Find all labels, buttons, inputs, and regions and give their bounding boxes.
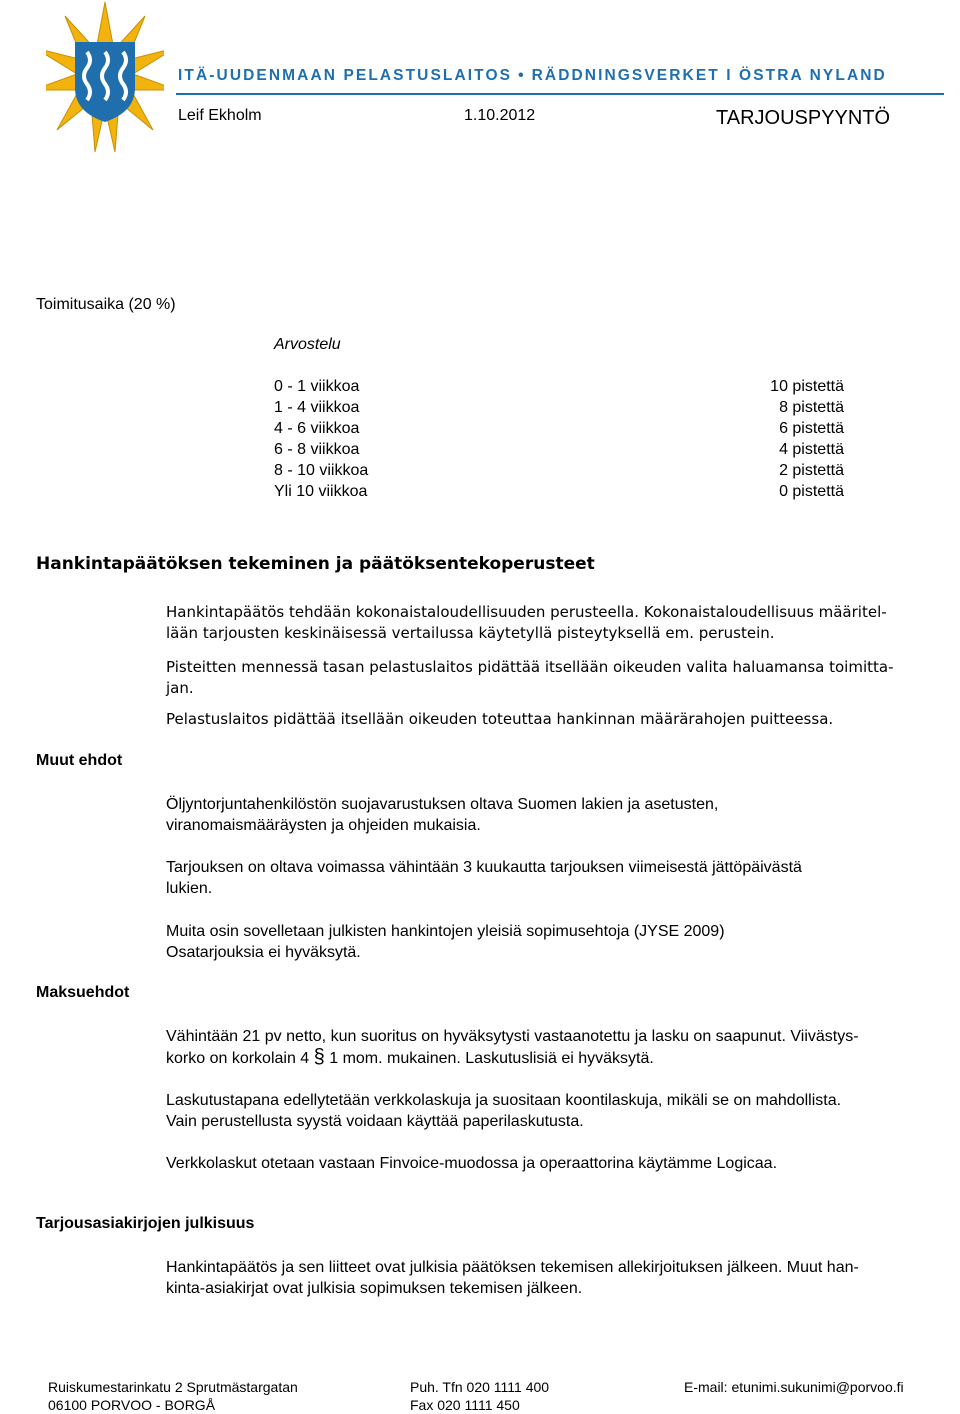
other-conditions-label: Muut ehdot [36, 752, 123, 769]
rating-row: 4 - 6 viikkoa 6 pistettä [274, 420, 844, 437]
publicity-title: Tarjousasiakirjojen julkisuus [36, 1215, 255, 1232]
organization-name [178, 67, 887, 85]
section-sign: § [313, 1046, 325, 1068]
org-name-swedish: RÄDDNINGSVERKET I ÖSTRA NYLAND [531, 67, 887, 84]
footer-email: E-mail: etunimi.sukunimi@porvoo.fi [684, 1379, 904, 1395]
org-name-finnish: ITÄ-UUDENMAAN PELASTUSLAITOS [178, 67, 513, 84]
footer-address: Ruiskumestarinkatu 2 Sprutmästargatan 06100 PORVOO - BORGÅ [48, 1379, 298, 1413]
decision-paragraph-2: Pisteitten mennessä tasan pelastuslaitos pidättää itsellään oikeuden valita haluamansa toimitta- jan. [166, 658, 894, 697]
decision-paragraph-1: Hankintapäätös tehdään kokonaistaloudellisuuden perusteella. Kokonaistaloudellisuus määritel- lään tarjousten keskinäisessä vertailussa käytetyllä pisteytyksellä em. perustein. [166, 603, 887, 642]
rating-table [274, 376, 844, 502]
payment-terms-label: Maksuehdot [36, 984, 130, 1001]
other-paragraph-2: Tarjouksen on oltava voimassa vähintään 3 kuukautta tarjouksen viimeisestä jättöpäivästä lukien. [166, 859, 802, 897]
rescue-emblem-logo [46, 0, 164, 160]
other-paragraph-1: Öljyntorjuntahenkilöstön suojavarustuksen oltava Suomen lakien ja asetusten, viranomaismääräysten ja ohjeiden mukaisia. [166, 796, 719, 834]
payment-paragraph-1: Vähintään 21 pv netto, kun suoritus on hyväksytysti vastaanotettu ja lasku on saapunut. Viivästys- korko on korkolain 4 § 1 mom. mukainen. Laskutuslisiä ei hyväksytä. [166, 1028, 859, 1068]
header-rule [176, 93, 944, 95]
publicity-paragraph: Hankintapäätös ja sen liitteet ovat julkisia päätöksen tekemisen allekirjoituksen jälkeen. Muut han- kinta-asiakirjat ovat julkisia sopimuksen tekemisen jälkeen. [166, 1259, 859, 1297]
rating-row: 8 - 10 viikkoa 2 pistettä [274, 462, 844, 479]
document-type: TARJOUSPYYNTÖ [716, 107, 891, 129]
rating-row: 6 - 8 viikkoa 4 pistettä [274, 441, 844, 458]
bullet-icon: • [518, 67, 526, 84]
rating-row: Yli 10 viikkoa 0 pistettä [274, 483, 844, 500]
author-name: Leif Ekholm [178, 107, 262, 124]
payment-paragraph-2: Laskutustapana edellytetään verkkolaskuja ja suositaan koontilaskuja, mikäli se on mahdollista. Vain perustellusta syystä voidaan käyttää paperilaskutusta. [166, 1092, 842, 1130]
document-date: 1.10.2012 [464, 107, 536, 124]
rating-row: 0 - 1 viikkoa 10 pistettä [274, 378, 844, 395]
decision-paragraph-3: Pelastuslaitos pidättää itsellään oikeuden toteuttaa hankinnan määrärahojen puitteessa. [166, 710, 834, 728]
delivery-title: Toimitusaika (20 %) [36, 296, 176, 313]
rating-row: 1 - 4 viikkoa 8 pistettä [274, 399, 844, 416]
payment-paragraph-3: Verkkolaskut otetaan vastaan Finvoice-muodossa ja operaattorina käytämme Logicaa. [166, 1155, 778, 1172]
footer-phone: Puh. Tfn 020 1111 400 Fax 020 1111 450 [410, 1379, 550, 1413]
other-paragraph-3: Muita osin sovelletaan julkisten hankintojen yleisiä sopimusehtoja (JYSE 2009) Osatarjouksia ei hyväksytä. [166, 923, 725, 961]
decision-title: Hankintapäätöksen tekeminen ja päätöksentekoperusteet [36, 554, 595, 574]
rating-label: Arvostelu [274, 336, 341, 353]
